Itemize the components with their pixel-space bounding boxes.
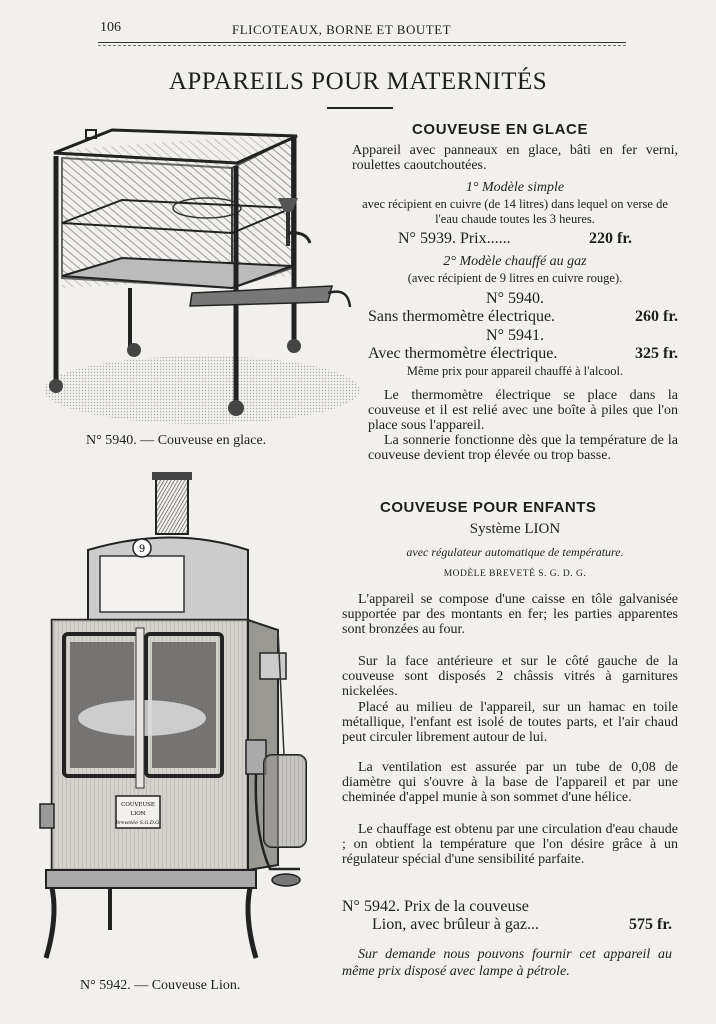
sans-thermo-price: 260 fr.	[635, 308, 678, 325]
model2-desc: (avec récipient de 9 litres en cuivre rouge).	[407, 271, 623, 285]
glace-intro: Appareil avec panneaux en glace, bâti en fer verni, roulettes caoutchoutées.	[352, 143, 678, 173]
lion-price-line-1: N° 5942. Prix de la couveuse	[342, 898, 529, 915]
lion-price-label: Lion, avec brûleur à gaz...	[372, 916, 540, 933]
glass-incubator-illustration	[42, 128, 360, 428]
lion-note: Sur demande nous pouvons fournir cet appareil au même prix disposé avec lampe à pétrole.	[342, 947, 672, 979]
firm-name: FLICOTEAUX, BORNE ET BOUTET	[232, 22, 452, 37]
model1-desc: avec récipient en cuivre (de 14 litres) dans lequel on verse de l'eau chaude toutes les 3 heures.	[362, 197, 668, 226]
thermo-paragraph-1: Le thermomètre électrique se place dans la couveuse et il est relié avec une boîte à piles que l'on place sous l'appareil.	[368, 388, 678, 433]
avec-thermo-row	[368, 345, 678, 363]
plate-line-3: Brevetée S.G.D.G.	[115, 820, 161, 826]
model1-price-row	[398, 230, 632, 248]
no-5940: N° 5940.	[486, 290, 544, 307]
lion-paragraph-1: L'appareil se compose d'une caisse en tôle galvanisée supportée par des montants en fer; les parties apparentes sont bronzées au four.	[342, 592, 678, 637]
model1-price: 220 fr.	[589, 230, 632, 247]
section-title-enfants: COUVEUSE POUR ENFANTS	[380, 499, 597, 516]
lion-incubator-caption: N° 5942. — Couveuse Lion.	[80, 978, 241, 993]
page-number: 106	[100, 20, 121, 35]
sans-thermo-row	[368, 308, 678, 326]
system-lion: Système LION	[469, 521, 561, 537]
lion-paragraph-3: Placé au milieu de l'appareil, sur un hamac en toile métallique, l'enfant est isolé de toutes parts, et l'air chaud peut circuler librement autour de lui.	[342, 700, 678, 745]
lion-paragraph-2: Sur la face antérieure et sur le côté gauche de la couveuse sont disposés 2 châssis vitrés à garnitures nickelées.	[342, 654, 678, 699]
model1-price-label: N° 5939. Prix......	[398, 230, 511, 247]
regulator-line: avec régulateur automatique de température.	[406, 545, 624, 559]
page-title: APPAREILS POUR MATERNITÉS	[168, 68, 548, 95]
gauge-number: 9	[138, 544, 146, 555]
no-5941: N° 5941.	[486, 327, 544, 344]
glass-incubator-caption: N° 5940. — Couveuse en glace.	[86, 433, 267, 448]
lion-paragraph-5: Le chauffage est obtenu par une circulation d'eau chaude ; on obtient la température que l'on désire grâce à un régulateur spécial d'une sensibilité parfaite.	[342, 822, 678, 867]
title-rule	[327, 107, 393, 109]
avec-thermo-label: Avec thermomètre électrique.	[368, 345, 558, 362]
plate-line-2: LION	[130, 811, 146, 817]
header-rule-dashed	[98, 45, 626, 46]
avec-thermo-price: 325 fr.	[635, 345, 678, 362]
header-rule	[98, 42, 626, 43]
model1-label: 1° Modèle simple	[465, 180, 565, 195]
plate-line-1: COUVEUSE	[121, 802, 155, 808]
lion-price-row	[372, 916, 672, 934]
patent-line: MODÈLE BREVETÉ S. G. D. G.	[443, 569, 587, 579]
sans-thermo-label: Sans thermomètre électrique.	[368, 308, 556, 325]
model2-label: 2° Modèle chauffé au gaz	[443, 254, 587, 269]
lion-price: 575 fr.	[629, 916, 672, 933]
section-title-glace: COUVEUSE EN GLACE	[412, 121, 589, 138]
thermo-paragraph-2: La sonnerie fonctionne dès que la température de la couveuse devient trop élevée ou trop basse.	[368, 433, 678, 463]
alcool-note: Même prix pour appareil chauffé à l'alcool.	[406, 364, 624, 378]
lion-paragraph-4: La ventilation est assurée par un tube de 0,08 de diamètre qui s'ouvre à la base de l'appareil et par une cheminée d'appel munie à son sommet d'une hélice.	[342, 760, 678, 805]
lion-incubator-illustration	[38, 470, 318, 965]
